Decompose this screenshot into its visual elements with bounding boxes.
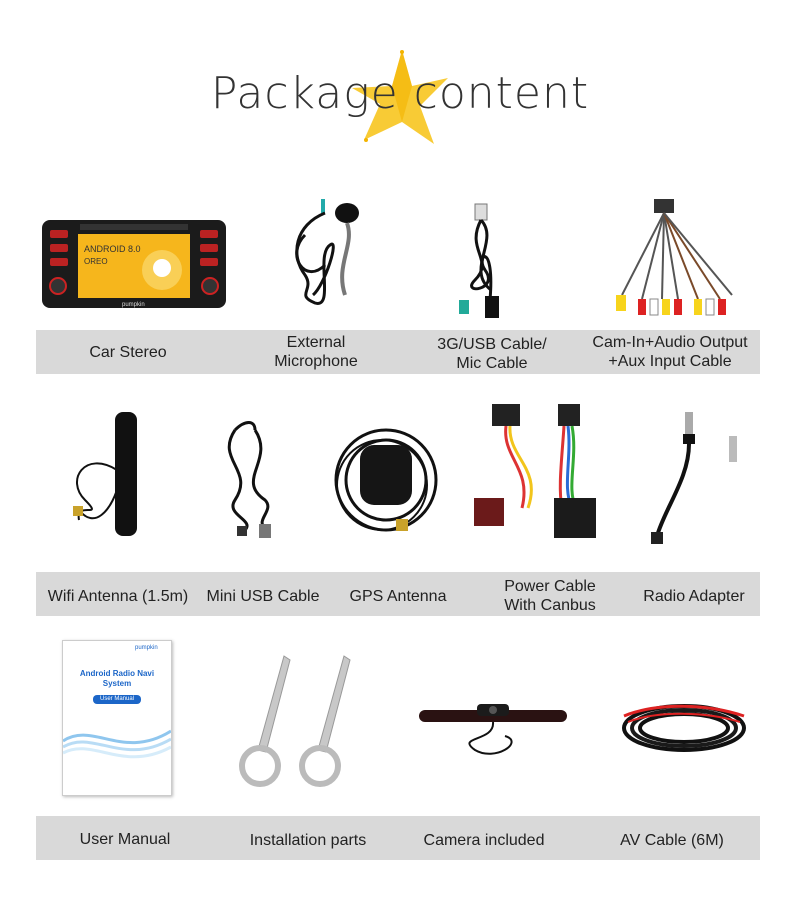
label-car-stereo: Car Stereo bbox=[89, 344, 167, 361]
label-installation-parts: Installation parts bbox=[249, 832, 367, 849]
label-radio-adapter: Radio Adapter bbox=[643, 588, 745, 605]
gps-antenna-image bbox=[330, 415, 442, 545]
label-external-microphone: External Microphone bbox=[274, 334, 358, 370]
power-cable-canbus-image bbox=[462, 398, 612, 548]
label-user-manual: User Manual bbox=[79, 831, 171, 848]
car-stereo-image bbox=[40, 218, 228, 310]
usb-mic-cable-image bbox=[445, 200, 525, 322]
label-av-cable: AV Cable (6M) bbox=[620, 832, 724, 849]
manual-badge: User Manual bbox=[93, 695, 141, 704]
stereo-screen-line1: ANDROID 8.0 bbox=[84, 244, 141, 254]
wifi-antenna-image bbox=[65, 410, 165, 545]
label-cam-in-audio-cable: Cam-In+Audio Output +Aux Input Cable bbox=[592, 334, 748, 370]
mini-usb-cable-image bbox=[215, 420, 295, 542]
radio-adapter-image bbox=[645, 408, 745, 548]
label-camera-included: Camera included bbox=[423, 832, 545, 849]
label-usb-mic-cable: 3G/USB Cable/ Mic Cable bbox=[437, 336, 547, 372]
av-cable-image bbox=[618, 692, 750, 762]
stereo-brand: pumpkin bbox=[122, 302, 145, 308]
manual-title: Android Radio Navi System bbox=[79, 669, 155, 688]
label-gps-antenna: GPS Antenna bbox=[349, 588, 447, 605]
camera-image bbox=[415, 692, 571, 772]
page-title: Package content bbox=[210, 68, 590, 119]
user-manual-image bbox=[62, 640, 172, 796]
microphone-image bbox=[285, 195, 375, 315]
stereo-screen-line2: OREO bbox=[84, 257, 108, 266]
installation-parts-image bbox=[232, 652, 362, 792]
cam-in-audio-cable-image bbox=[602, 195, 742, 321]
label-power-cable-canbus: Power Cable With Canbus bbox=[504, 578, 596, 614]
label-mini-usb-cable: Mini USB Cable bbox=[206, 588, 320, 605]
manual-brand: pumpkin bbox=[135, 645, 158, 651]
label-wifi-antenna: Wifi Antenna (1.5m) bbox=[47, 588, 189, 605]
